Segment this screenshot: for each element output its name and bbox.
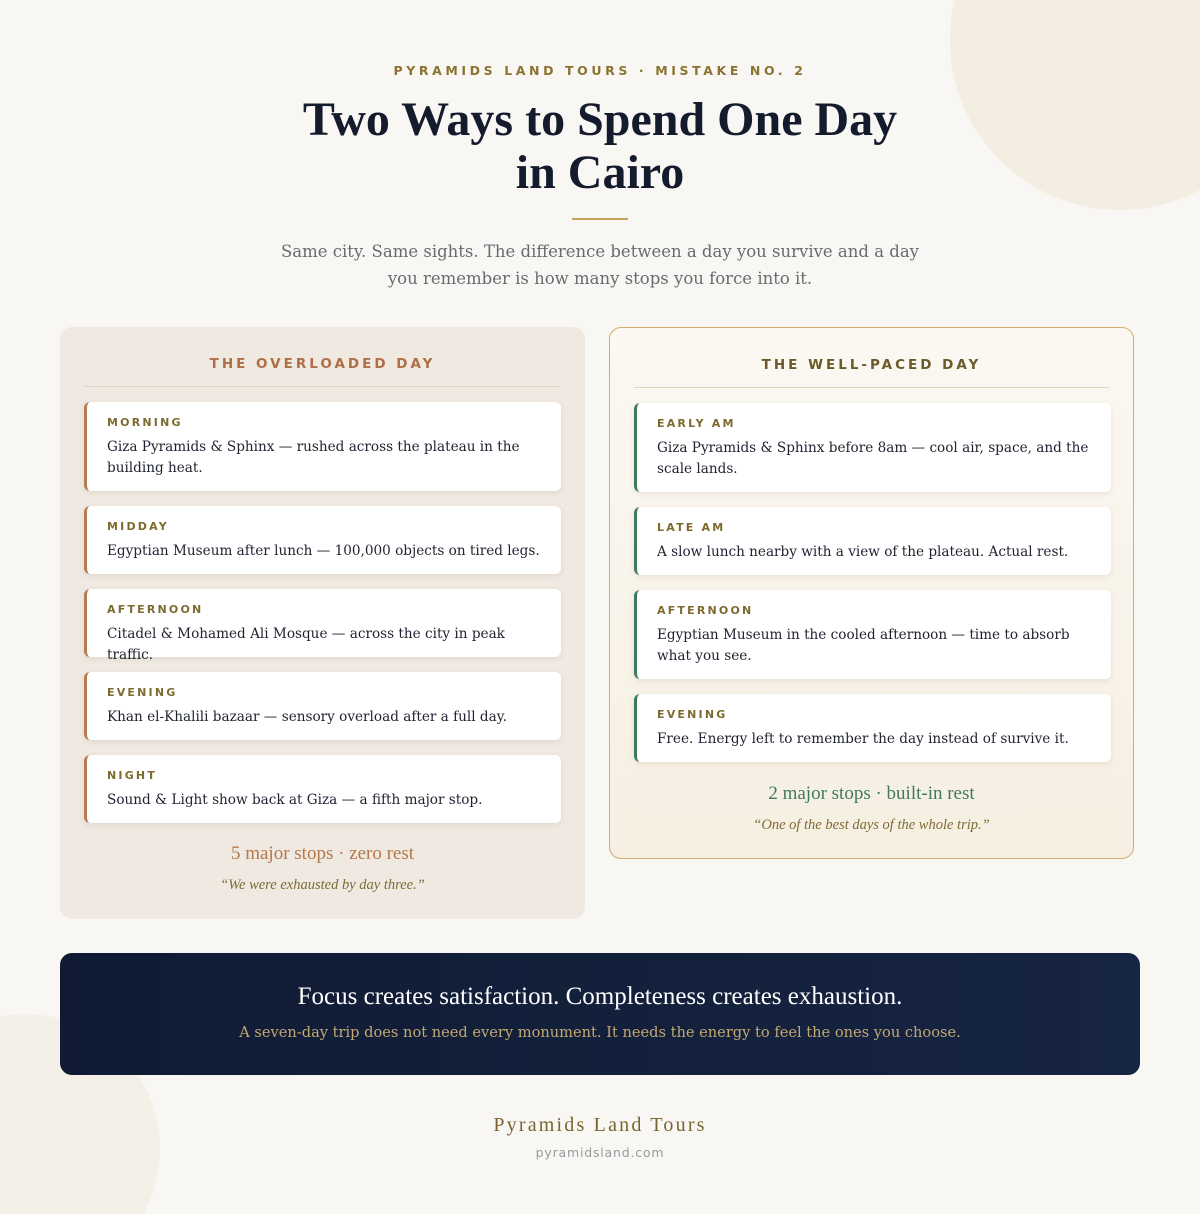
schedule-card xyxy=(634,507,1111,575)
card-text: Giza Pyramids & Sphinx before 8am — cool air, space, and the scale lands. xyxy=(657,440,1089,477)
schedule-card xyxy=(634,694,1111,762)
well-paced-day-panel xyxy=(609,327,1134,859)
schedule-card xyxy=(84,589,561,663)
card-time-label: NIGHT xyxy=(107,769,158,782)
card-time-label: MIDDAY xyxy=(107,520,169,533)
page-subtitle: Same city. Same sights. The difference between a day you survive and a day you remember is how many stops you force into it. xyxy=(280,242,920,288)
footer-brand: Pyramids Land Tours xyxy=(493,1114,707,1136)
schedule-card xyxy=(84,402,561,491)
page-title: Two Ways to Spend One Day in Cairo xyxy=(302,93,898,199)
decorative-circle-top-right xyxy=(950,0,1200,210)
card-text: Free. Energy left to remember the day instead of survive it. xyxy=(657,731,1069,747)
card-text: A slow lunch nearby with a view of the plateau. Actual rest. xyxy=(657,544,1069,560)
traveler-quote: “One of the best days of the whole trip.” xyxy=(753,817,990,833)
card-time-label: EVENING xyxy=(107,686,178,699)
card-text: Khan el-Khalili bazaar — sensory overload after a full day. xyxy=(107,709,507,725)
banner-subtitle: A seven-day trip does not need every monument. It needs the energy to feel the ones you choose. xyxy=(239,1024,961,1041)
schedule-card xyxy=(634,403,1111,492)
card-time-label: EVENING xyxy=(657,708,728,721)
schedule-card xyxy=(84,672,561,740)
footer-domain: pyramidsland.com xyxy=(535,1145,665,1160)
takeaway-banner xyxy=(60,953,1140,1075)
stops-summary: 5 major stops · zero rest xyxy=(230,843,415,864)
card-text: Giza Pyramids & Sphinx — rushed across the plateau in the building heat. xyxy=(107,439,520,476)
traveler-quote: “We were exhausted by day three.” xyxy=(220,877,425,893)
card-text: Egyptian Museum after lunch — 100,000 objects on tired legs. xyxy=(107,543,540,559)
card-time-label: AFTERNOON xyxy=(657,604,754,617)
card-time-label: AFTERNOON xyxy=(107,603,204,616)
card-text: Sound & Light show back at Giza — a fifth major stop. xyxy=(107,792,483,808)
card-text: Citadel & Mohamed Ali Mosque — across the city in peak traffic. xyxy=(107,626,505,663)
schedule-card xyxy=(84,755,561,823)
overloaded-day-panel xyxy=(60,327,585,919)
card-time-label: EARLY AM xyxy=(657,417,736,430)
banner-title: Focus creates satisfaction. Completeness creates exhaustion. xyxy=(297,983,903,1010)
card-text: Egyptian Museum in the cooled afternoon — time to absorb what you see. xyxy=(657,627,1070,664)
card-time-label: LATE AM xyxy=(657,521,726,534)
title-divider xyxy=(572,218,628,220)
card-time-label: MORNING xyxy=(107,416,183,429)
panel-heading: THE OVERLOADED DAY xyxy=(84,327,561,387)
schedule-card xyxy=(634,590,1111,679)
panel-heading: THE WELL-PACED DAY xyxy=(634,328,1109,388)
eyebrow: PYRAMIDS LAND TOURS · MISTAKE NO. 2 xyxy=(393,63,807,78)
schedule-card xyxy=(84,506,561,574)
stops-summary: 2 major stops · built-in rest xyxy=(768,783,975,804)
